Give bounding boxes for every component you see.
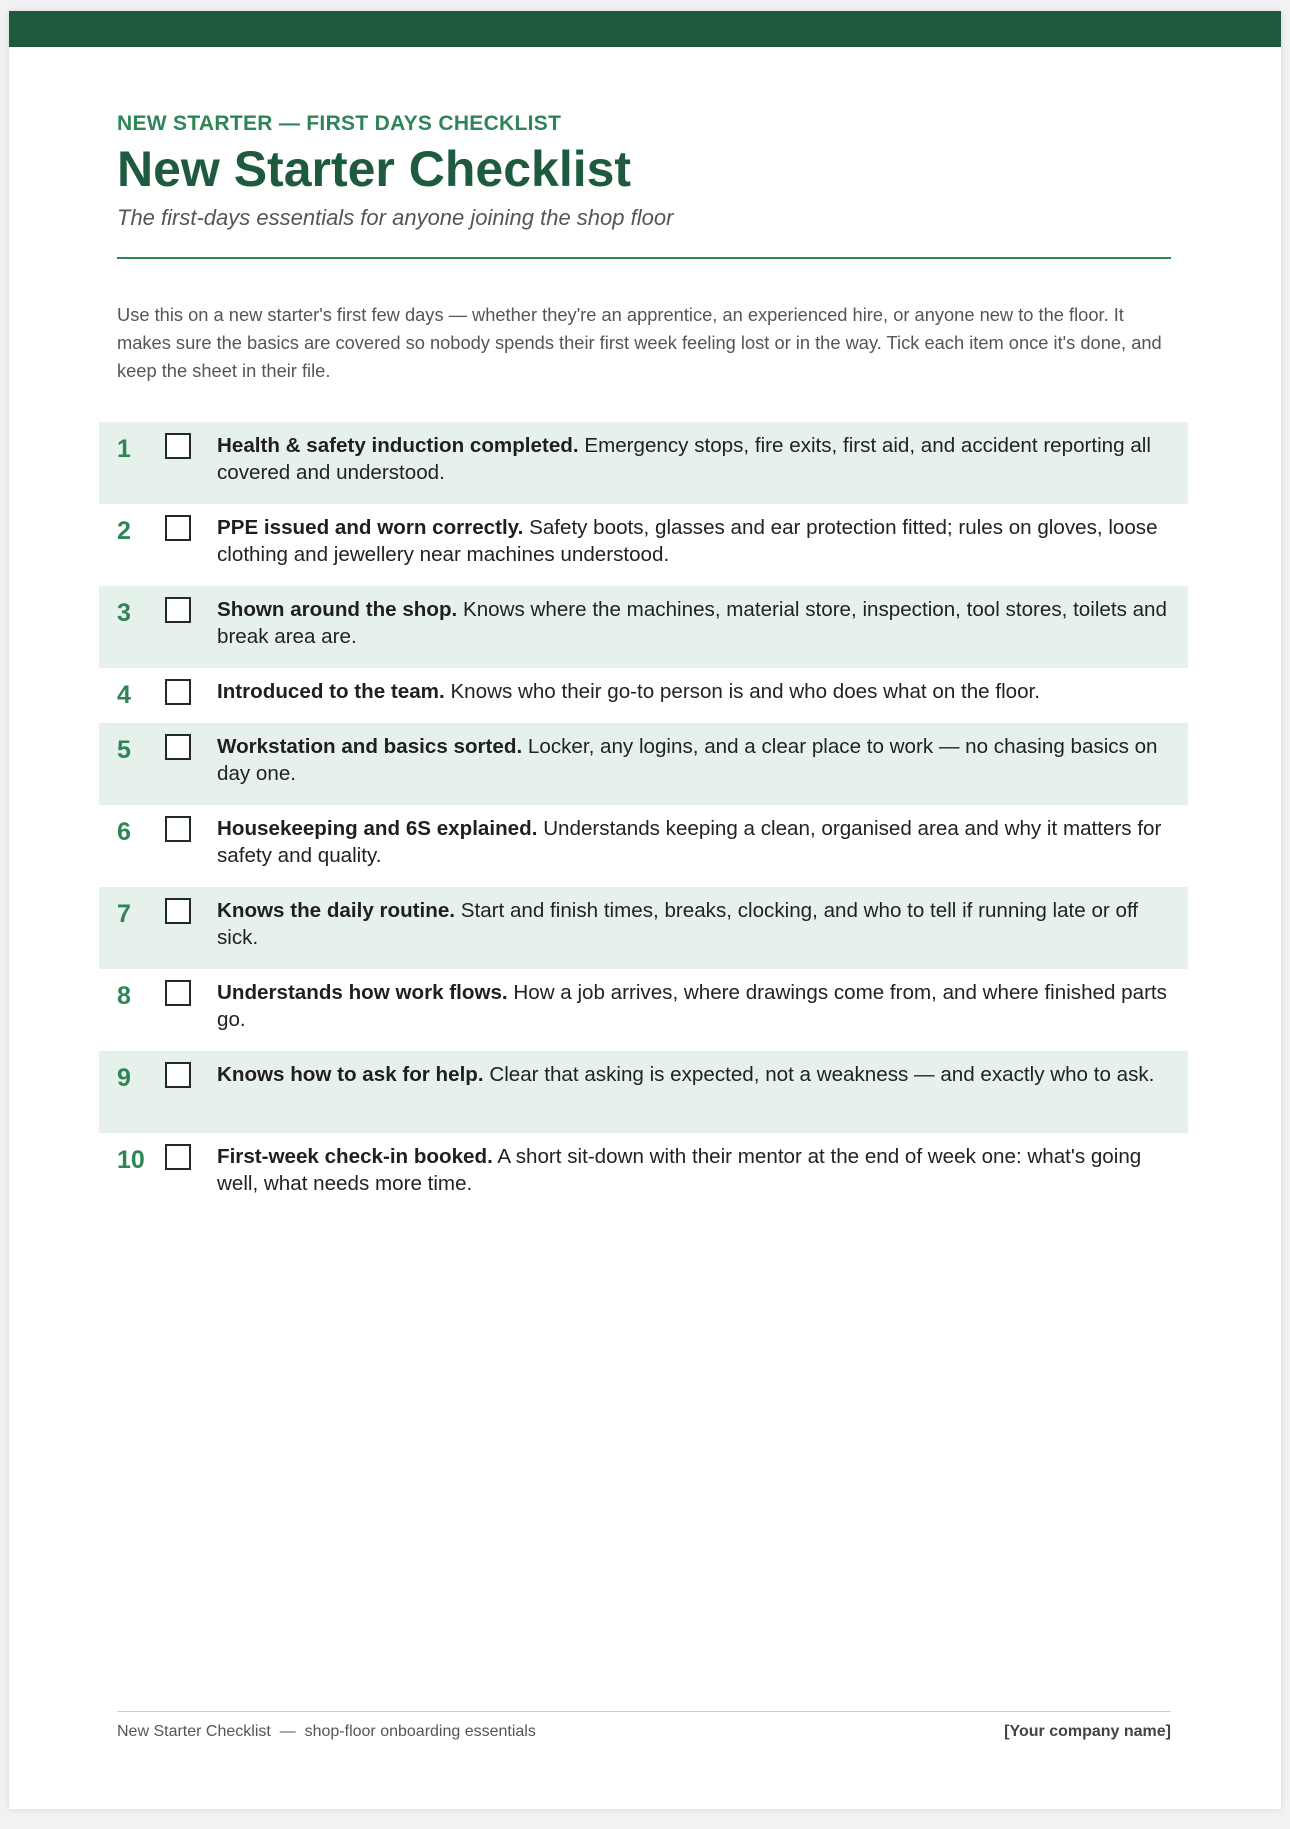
checklist-item <box>99 1133 1188 1215</box>
item-title: Health & safety induction completed. <box>217 434 579 457</box>
item-body: Start and finish times, breaks, clocking, and who to tell if running late or off sick. <box>217 899 1139 949</box>
item-body: How a job arrives, where drawings come from, and where finished parts go. <box>217 981 1167 1031</box>
checklist-item <box>99 887 1188 969</box>
checklist-item <box>99 586 1188 668</box>
item-body: Knows who their go-to person is and who does what on the floor. <box>450 680 1041 703</box>
document-header <box>117 111 1171 385</box>
item-title: Understands how work flows. <box>217 981 508 1004</box>
document-page <box>9 11 1281 1809</box>
item-checkbox[interactable] <box>165 734 191 760</box>
item-number: 7 <box>117 900 131 928</box>
item-text <box>217 432 1172 486</box>
item-number: 8 <box>117 982 131 1010</box>
item-number: 10 <box>117 1146 145 1174</box>
item-number: 4 <box>117 681 131 709</box>
item-text <box>217 1061 1172 1088</box>
item-body: Emergency stops, fire exits, first aid, and accident reporting all covered and understood. <box>217 434 1151 484</box>
checklist <box>99 422 1188 1215</box>
footer-company-name: [Your company name] <box>1004 1723 1171 1740</box>
item-text <box>217 1143 1172 1197</box>
page-subtitle: The first-days essentials for anyone joining the shop floor <box>117 205 674 230</box>
item-number: 2 <box>117 517 131 545</box>
item-checkbox[interactable] <box>165 1144 191 1170</box>
item-number: 5 <box>117 736 131 764</box>
header-band <box>9 11 1281 47</box>
item-text <box>217 514 1172 568</box>
checklist-item <box>99 805 1188 887</box>
item-title: Shown around the shop. <box>217 598 458 621</box>
item-body: Understands keeping a clean, organised area and why it matters for safety and quality. <box>217 817 1162 867</box>
item-checkbox[interactable] <box>165 679 191 705</box>
item-body: Safety boots, glasses and ear protection fitted; rules on gloves, loose clothing and jewellery near machines understood. <box>217 516 1158 566</box>
item-text <box>217 596 1172 650</box>
item-checkbox[interactable] <box>165 597 191 623</box>
item-number: 6 <box>117 818 131 846</box>
checklist-item <box>99 668 1188 723</box>
item-title: Knows the daily routine. <box>217 899 455 922</box>
item-checkbox[interactable] <box>165 1062 191 1088</box>
item-title: First-week check-in booked. <box>217 1145 493 1168</box>
item-checkbox[interactable] <box>165 515 191 541</box>
item-body: A short sit-down with their mentor at the end of week one: what's going well, what needs more time. <box>217 1145 1142 1195</box>
item-checkbox[interactable] <box>165 816 191 842</box>
page-title: New Starter Checklist <box>117 141 632 197</box>
header-divider <box>117 257 1171 259</box>
item-title: Introduced to the team. <box>217 680 445 703</box>
item-body: Knows where the machines, material store, inspection, tool stores, toilets and break area are. <box>217 598 1167 648</box>
item-text <box>217 678 1172 705</box>
item-text <box>217 979 1172 1033</box>
item-title: Housekeeping and 6S explained. <box>217 817 538 840</box>
checklist-item <box>99 969 1188 1051</box>
item-checkbox[interactable] <box>165 980 191 1006</box>
item-number: 3 <box>117 599 131 627</box>
item-text <box>217 733 1172 787</box>
footer-document-label: New Starter Checklist — shop-floor onboarding essentials <box>117 1723 536 1740</box>
item-body: Locker, any logins, and a clear place to work — no chasing basics on day one. <box>217 735 1158 785</box>
footer-divider <box>117 1711 1171 1712</box>
item-title: PPE issued and worn correctly. <box>217 516 524 539</box>
item-title: Workstation and basics sorted. <box>217 735 523 758</box>
checklist-item <box>99 504 1188 586</box>
intro-paragraph: Use this on a new starter's first few days — whether they're an apprentice, an experienced hire, or anyone new to the floor. It makes sure the basics are covered so nobody spends their first week feeling lost or in the way. Tick each item once it's done, and keep the sheet in their file. <box>117 304 1162 381</box>
item-number: 1 <box>117 435 131 463</box>
item-checkbox[interactable] <box>165 433 191 459</box>
eyebrow-label: NEW STARTER — FIRST DAYS CHECKLIST <box>117 112 562 135</box>
checklist-item <box>99 1051 1188 1133</box>
item-checkbox[interactable] <box>165 898 191 924</box>
checklist-item <box>99 422 1188 504</box>
item-number: 9 <box>117 1064 131 1092</box>
item-text <box>217 897 1172 951</box>
item-text <box>217 815 1172 869</box>
item-body: Clear that asking is expected, not a weakness — and exactly who to ask. <box>489 1063 1155 1086</box>
item-title: Knows how to ask for help. <box>217 1063 484 1086</box>
checklist-item <box>99 723 1188 805</box>
